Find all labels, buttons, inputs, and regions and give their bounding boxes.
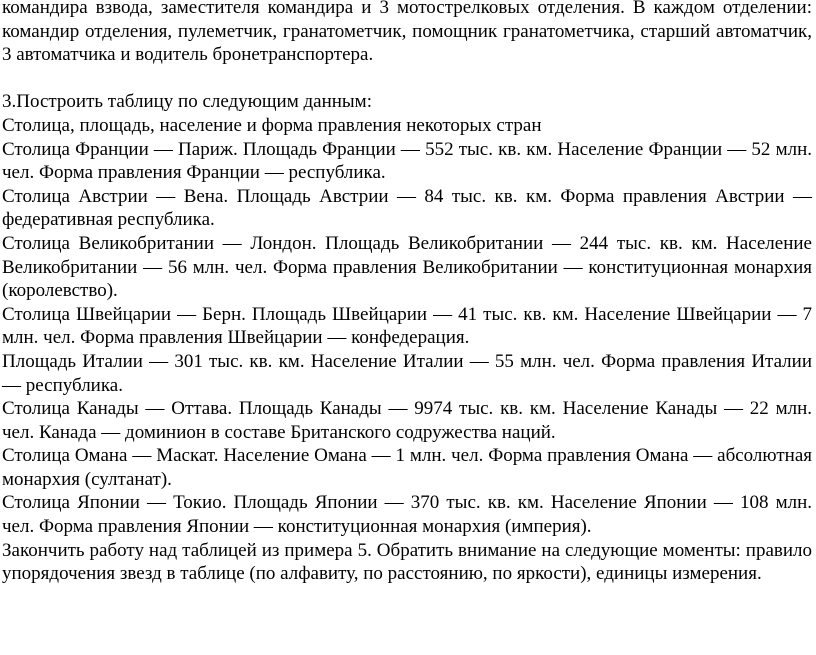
document-page <box>2 0 812 586</box>
table-caption: Столица, площадь, население и форма правления некоторых стран <box>2 114 542 136</box>
country-great-britain: Столица Великобритании — Лондон. Площадь Великобритании — 244 тыс. кв. км. Население Великобритании — 56 млн. чел. Форма правления Великобритании — конституционная монархия (королевство). <box>2 232 812 302</box>
closing-paragraph: Закончить работу над таблицей из примера 5. Обратить внимание на следующие моменты: правило упорядочения звезд в таблице (по алфавиту, по расстоянию, по яркости), единицы измерения. <box>2 539 812 585</box>
country-oman: Столица Омана — Маскат. Население Омана — 1 млн. чел. Форма правления Омана — абсолютная монархия (султанат). <box>2 445 812 490</box>
intro-paragraph: командира взвода, заместителя командира и 3 мотострелковых отделения. В каждом отделении: командир отделения, пулеметчик, гранатометчик, помощник гранатометчика, старший автоматчик, 3 автоматчика и водитель бронетранспортера. <box>2 0 812 66</box>
country-italy: Площадь Италии — 301 тыс. кв. км. Население Италии — 55 млн. чел. Форма правления Италии — республика. <box>2 350 812 396</box>
task-heading: 3.Построить таблицу по следующим данным: <box>2 91 372 113</box>
country-japan: Столица Японии — Токио. Площадь Японии — 370 тыс. кв. км. Население Японии — 108 млн. чел. Форма правления Японии — конституционная монархия (империя). <box>2 492 812 538</box>
paragraph-spacer <box>2 67 812 91</box>
country-switzerland: Столица Швейцарии — Берн. Площадь Швейцарии — 41 тыс. кв. км. Население Швейцарии — 7 млн. чел. Форма правления Швейцарии — конфедерация. <box>2 303 812 349</box>
country-austria: Столица Австрии — Вена. Площадь Австрии — 84 тыс. кв. км. Форма правления Австрии — федеративная республика. <box>2 185 812 231</box>
country-france: Столица Франции — Париж. Площадь Франции — 552 тыс. кв. км. Население Франции — 52 млн. чел. Форма правления Франции — республика. <box>2 138 812 184</box>
country-canada: Столица Канады — Оттава. Площадь Канады — 9974 тыс. кв. км. Население Канады — 22 млн. чел. Канада — доминион в составе Британского содружества наций. <box>2 398 812 443</box>
